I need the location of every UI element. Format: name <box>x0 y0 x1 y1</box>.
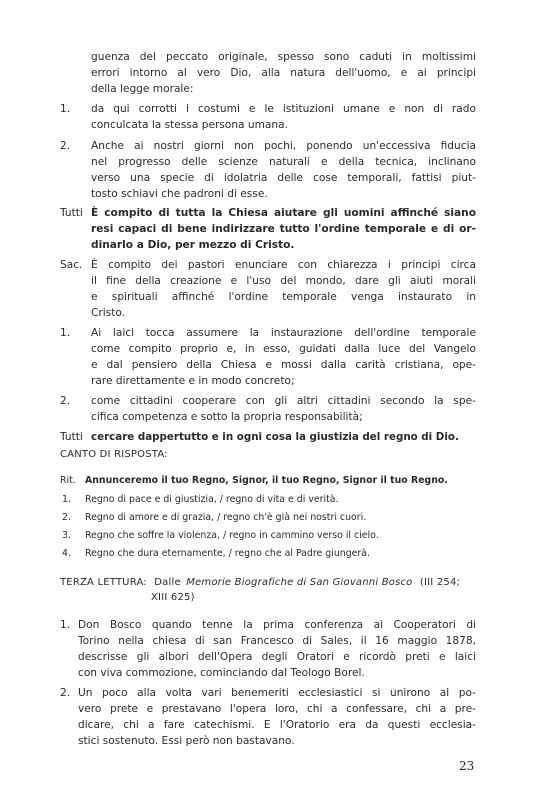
response-line: resi capaci di bene indirizzare tutto l'ordine temporale e di or- <box>91 223 476 235</box>
paragraph-line: con viva commozione, cominciando dal Teologo Borel. <box>78 667 365 679</box>
intro-line: della legge morale: <box>91 83 194 95</box>
item-number: 1. <box>60 103 71 115</box>
paragraph-line: vero prete e prestavano l'opera loro, chi a confessare, chi a pre- <box>78 703 476 715</box>
refrain-text: Annunceremo il tuo Regno, Signor, il tuo Regno, Signor il tuo Regno. <box>85 475 448 486</box>
speaker-label: Tutti <box>60 431 83 443</box>
verse-text: Regno di amore e di grazia, / regno ch'è già nei nostri cuori. <box>85 512 367 523</box>
item-number: 1. <box>60 327 71 339</box>
reading-source-title: Memorie Biografiche di San Giovanni Bosco <box>186 577 413 588</box>
section-heading: CANTO DI RISPOSTA: <box>60 449 168 460</box>
item-line: verso una specie di idolatria delle cose temporali, fattisi piut- <box>91 172 476 184</box>
reading-reference-continued: XIII 625) <box>151 592 195 603</box>
item-line: come cittadini cooperare con gli altri cittadini secondo la spe- <box>91 395 476 407</box>
verse-text: Regno di pace e di giustizia, / regno di vita e di verità. <box>85 494 339 505</box>
reading-label: TERZA LETTURA: <box>60 577 147 588</box>
refrain-label: Rit. <box>60 475 76 486</box>
item-line: e dal pensiero della Chiesa e mossi dalla carità cristiana, ope- <box>91 359 476 371</box>
intro-line: errori intorno al vero Dio, alla natura dell'uomo, e ai principi <box>91 67 476 79</box>
reading-heading <box>60 574 460 591</box>
paragraph-line: stici sostenuto. Essi però non bastavano. <box>78 735 295 747</box>
item-line: Ai laici tocca assumere la instaurazione dell'ordine temporale <box>91 327 476 339</box>
item-number: 2. <box>60 395 71 407</box>
speaker-label: Tutti <box>60 207 83 219</box>
paragraph-number: 1. <box>60 619 71 631</box>
item-line: conculcata la stessa persona umana. <box>91 119 288 131</box>
verse-number: 3. <box>62 530 71 541</box>
response-line: dinarlo a Dio, per mezzo di Cristo. <box>91 239 295 251</box>
paragraph-line: Torino nella chiesa di san Francesco di Sales, il 16 maggio 1878, <box>78 635 476 647</box>
verse-number: 4. <box>62 548 71 559</box>
item-line: rare direttamente e in modo concreto; <box>91 375 295 387</box>
item-line: cifica competenza e sotto la propria responsabilità; <box>91 411 363 423</box>
response-line: È compito di tutta la Chiesa aiutare gli uomini affinché siano <box>91 207 476 219</box>
speaker-label: Sac. <box>60 259 83 271</box>
reading-dalle: Dalle <box>154 577 181 588</box>
verse-text: Regno che soffre la violenza, / regno in cammino verso il cielo. <box>85 530 379 541</box>
sac-line: È compito dei pastori enunciare con chiarezza i principi circa <box>91 259 476 271</box>
sac-line: il fine della creazione e l'uso del mondo, dare gli aiuti morali <box>91 275 476 287</box>
item-line: Anche ai nostri giorni non pochi, ponendo un'eccessiva fiducia <box>91 140 476 152</box>
verse-number: 1. <box>62 494 71 505</box>
paragraph-number: 2. <box>60 687 71 699</box>
intro-line: guenza del peccato originale, spesso sono caduti in moltissimi <box>91 51 476 63</box>
sac-line: e spirituali affinché l'ordine temporale venga instaurato in <box>91 291 476 303</box>
item-line: tosto schiavi che padroni di esse. <box>91 188 268 200</box>
item-number: 2. <box>60 140 71 152</box>
paragraph-line: Un poco alla volta vari benemeriti ecclesiastici si unirono al po- <box>78 687 476 699</box>
sac-line: Cristo. <box>91 307 126 319</box>
item-line: nel progresso delle scienze naturali e della tecnica, inclinano <box>91 156 476 168</box>
reading-reference: (III 254; <box>419 577 461 588</box>
verse-number: 2. <box>62 512 71 523</box>
item-line: da qui corrotti i costumi e le istituzioni umane e non di rado <box>91 103 476 115</box>
paragraph-line: descrisse gli albori dell'Opera degli Oratori e ricordò preti e laici <box>78 651 476 663</box>
response-line: cercare dappertutto e in ogni cosa la giustizia del regno di Dio. <box>91 431 459 443</box>
page-number: 23 <box>459 759 475 773</box>
paragraph-line: Don Bosco quando tenne la prima conferenza ai Cooperatori di <box>78 619 476 631</box>
verse-text: Regno che dura eternamente, / regno che al Padre giungerà. <box>85 548 371 559</box>
item-line: come compito proprio e, in esso, guidati dalla luce del Vangelo <box>91 343 476 355</box>
paragraph-line: dicare, chi a fare catechismi. E l'Oratorio era da questi ecclesia- <box>78 719 476 731</box>
